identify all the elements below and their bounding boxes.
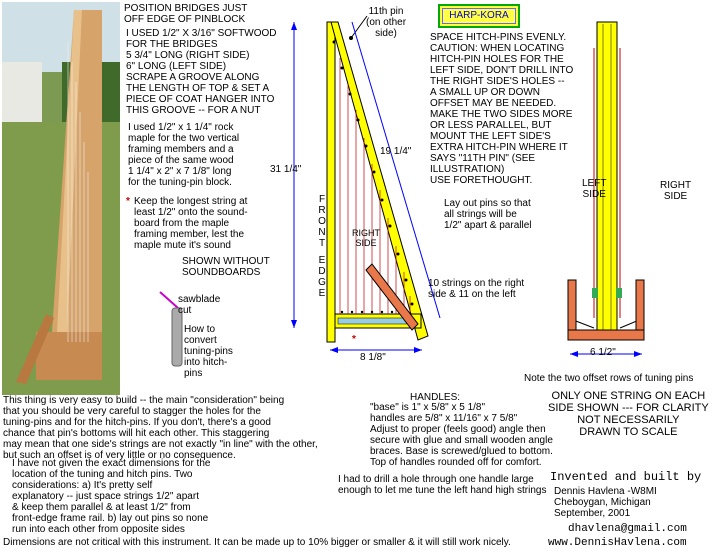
strings-count-note: 10 strings on the right side & 11 on the left (428, 278, 525, 300)
height-dimension: 31 1/4" (270, 164, 302, 175)
front-edge-label (316, 194, 328, 299)
harp-kora-photo (2, 2, 120, 395)
drill-note: I had to drill a hole through one handle large enough to let me tune the left hand high strings (338, 474, 547, 496)
front-edge-letter: E (318, 255, 326, 266)
string-note-marker: * (126, 196, 130, 207)
one-string-note: ONLY ONE STRING ON EACH SIDE SHOWN --- FOR CLARITY NOT NECESSARILY DRAWN TO SCALE (548, 390, 709, 438)
front-edge-letter: G (318, 277, 326, 288)
handles-title: HANDLES: (410, 392, 461, 403)
convert-note: How to convert tuning-pins into hitch- pins (184, 324, 233, 379)
title-badge (438, 4, 520, 28)
layout-note: Lay out pins so that all strings will be 1/2" apart & parallel (444, 198, 532, 231)
string-note: Keep the longest string at least 1/2" onto the sound- board from the maple framing member, lest the maple mute it's sound (134, 196, 248, 251)
maple-note: I used 1/2" x 1 1/4" rock maple for the two vertical framing members and a piece of the same wood 1 1/4" x 2" x 7 1/8" long for the tuning-pin block. (128, 122, 240, 188)
offset-note: Note the two offset rows of tuning pins (524, 373, 694, 384)
front-edge-letter: E (318, 288, 326, 299)
front-edge-letter: T (318, 238, 326, 249)
front-edge-letter: N (318, 227, 326, 238)
bridge-note: I USED 1/2" X 3/16" SOFTWOOD FOR THE BRIDGES 5 3/4" LONG (RIGHT SIDE) 6" LONG (LEFT SIDE) SCRAPE A GROOVE ALONG THE LENGTH OF TOP & SET A PIECE OF COAT HANGER INTO THIS GROOVE -- FOR A NUT (126, 28, 277, 116)
base-width-dimension: 8 1/8" (360, 352, 386, 363)
base-star: * (352, 334, 356, 345)
front-edge-letter: F (318, 194, 326, 205)
diagonal-dimension: 19 1/4" (380, 146, 412, 157)
harp-side-diagram (282, 18, 442, 353)
hitch-pin-note: SPACE HITCH-PINS EVENLY. CAUTION: WHEN LOCATING HITCH-PIN HOLES FOR THE LEFT SIDE, DON'T DRILL INTO THE RIGHT SIDE'S HOLES -- A SMALL UP OR DOWN OFFSET MAY BE NEEDED. MAKE THE TWO SIDES MORE OR LESS PARALLEL, BUT MOUNT THE LEFT SIDE'S EXTRA HITCH-PIN WHERE IT SAYS "11TH PIN" (SEE ILLUSTRATION) USE FORETHOUGHT. (430, 32, 574, 186)
pinblock-note: POSITION BRIDGES JUST OFF EDGE OF PINBLOCK (124, 3, 248, 25)
left-side-label: LEFT SIDE (582, 178, 607, 200)
dimensions-note: I have not given the exact dimensions for the location of the tuning and hitch pins. Two considerations: a) It's pretty self explanatory -- just space strings 1/2" apart & keep them parallel & at least 1/2" from front-edge frame rail. b) lay out pins so none run into each other from opposite sides (12, 458, 211, 535)
sawblade-label: sawblade cut (178, 294, 221, 316)
front-edge-letter: O (318, 216, 326, 227)
build-note: This thing is very easy to build -- the main "consideration" being that you should be very careful to stagger the holes for the tuning-pins and for the hitch-pins. If you don't, there's a good chance that pin's bottoms will hit each other. This staggering may mean that one side's strings are not exactly "in line" with the other, but such an offset is of very little or no consequence. (3, 395, 318, 461)
front-edge-letter: R (318, 205, 326, 216)
invented-by: Invented and built by (550, 470, 702, 484)
footer-note: Dimensions are not critical with this instrument. It can be made up to 10% bigger or smaller & it will still work nicely. (3, 537, 511, 548)
author-email[interactable]: dhavlena@gmail.com (568, 523, 687, 535)
title-badge-text: HARP-KORA (442, 8, 516, 24)
eleventh-pin-label: 11th pin (on other side) (366, 6, 407, 39)
author-info: Dennis Havlena -W8MI Cheboygan, Michigan September, 2001 (554, 486, 657, 519)
author-website[interactable]: www.DennisHavlena.com (548, 537, 687, 549)
right-side-label-front: RIGHT SIDE (660, 180, 692, 202)
handles-note: "base" is 1" x 5/8" x 5 1/8" handles are 5/8" x 11/16" x 7 5/8" Adjust to proper (feels good) angle then secure with glue and small wooden angle braces. Base is screwed/glued to bottom. Top of handles rounded off for comfort. (370, 402, 553, 468)
right-side-label: RIGHT SIDE (352, 228, 380, 248)
no-soundboards-note: SHOWN WITHOUT SOUNDBOARDS (182, 256, 270, 278)
front-edge-letter: D (318, 266, 326, 277)
side-width-dimension: 6 1/2" (590, 347, 616, 358)
